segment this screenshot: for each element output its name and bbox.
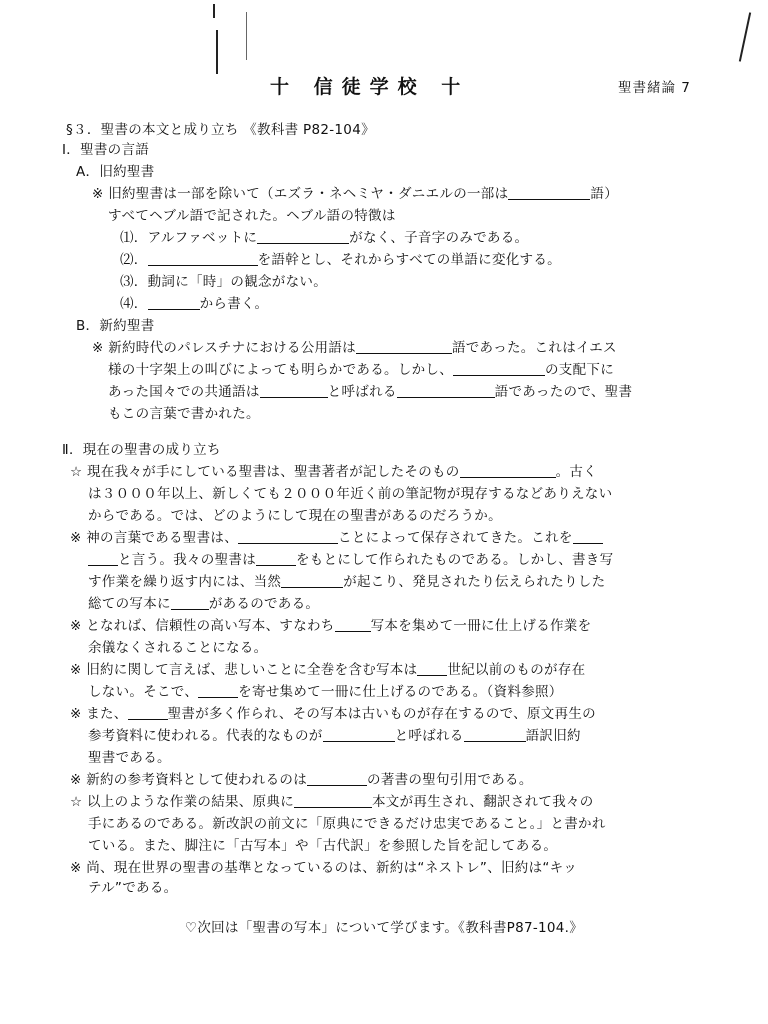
nt-text-line: ※ 新約時代のパレスチナにおける公用語は 語であった。これはイエス [92, 340, 617, 356]
paragraph-line: ※ 神の言葉である聖書は、 ことによって保存されてきた。これを [70, 528, 603, 548]
paragraph-line: ※ 尚、現在世界の聖書の基準となっているのは、新約は“ネストレ”、旧約は“キッ [70, 860, 578, 876]
answer-blank [335, 617, 371, 632]
answer-blank [256, 551, 296, 566]
ot-feature-item: ⑷． から書く。 [120, 296, 269, 312]
page-title: 十 信徒学校 十 [270, 76, 470, 98]
paragraph-line: ☆ 以上のような作業の結果、原典に 本文が再生され、翻訳されて我々の [70, 794, 594, 810]
scan-mark [216, 30, 218, 74]
answer-blank [260, 383, 328, 398]
next-lesson-note: ♡次回は「聖書の写本」について学びます。《教科書P87-104.》 [184, 920, 584, 936]
paragraph-line: は３０００年以上、新しくても２０００年近く前の筆記物が現存するなどありえない [88, 486, 613, 502]
answer-blank [573, 529, 603, 544]
ot-heading: A．旧約聖書 [76, 164, 155, 180]
nt-text-line: 様の十字架上の叫びによっても明らかである。しかし、 の支配下に [108, 362, 614, 378]
answer-blank [508, 185, 590, 200]
answer-blank [453, 361, 545, 376]
paragraph-line: 余儀なくされることになる。 [88, 640, 268, 656]
paragraph-line: テル”である。 [88, 880, 178, 896]
scan-mark [739, 12, 751, 61]
answer-blank [88, 551, 118, 566]
course-page-ref: 聖書緒論 7 [618, 80, 691, 96]
nt-heading: B．新約聖書 [76, 318, 155, 334]
paragraph-line: 聖書である。 [88, 750, 171, 766]
answer-blank [148, 251, 258, 266]
paragraph-line: しない。そこで、 を寄せ集めて一冊に仕上げるのである。（資料参照） [88, 684, 563, 700]
nt-text-line: もこの言葉で書かれた。 [108, 406, 260, 422]
answer-blank [281, 573, 343, 588]
paragraph-line: 総ての写本に があるのである。 [88, 596, 320, 612]
answer-blank [294, 793, 372, 808]
ot-text-line: ※ 旧約聖書は一部を除いて（エズラ・ネヘミヤ・ダニエルの一部は 語） [92, 186, 619, 202]
paragraph-line: と言う。我々の聖書は をもとにして作られたものである。しかし、書き写 [88, 550, 613, 570]
paragraph-line: ている。また、脚注に「古写本」や「古代訳」を参照した旨を記してある。 [88, 838, 558, 854]
answer-blank [323, 727, 395, 742]
answer-blank [397, 383, 495, 398]
answer-blank [238, 529, 338, 544]
paragraph-line: ※ 新約の参考資料として使われるのは の著書の聖句引用である。 [70, 772, 533, 788]
part2-heading: Ⅱ．現在の聖書の成り立ち [62, 442, 221, 458]
nt-text-line: あった国々での共通語は と呼ばれる 語であったので、聖書 [108, 384, 633, 400]
answer-blank [171, 595, 209, 610]
answer-blank [148, 295, 200, 310]
part1-heading: Ⅰ．聖書の言語 [62, 142, 150, 158]
paragraph-line: ☆ 現在我々が手にしている聖書は、聖書著者が記したそのもの 。古く [70, 464, 597, 480]
paragraph-line: 手にあるのである。新改訳の前文に「原典にできるだけ忠実であること。」と書かれ [88, 816, 606, 832]
paragraph-line: ※ 旧約に関して言えば、悲しいことに全巻を含む写本は 世紀以前のものが存在 [70, 662, 586, 678]
answer-blank [128, 705, 168, 720]
paragraph-line: す作業を繰り返す内には、当然 が起こり、発見されたり伝えられたりした [88, 574, 606, 590]
ot-feature-item: ⑴．アルファベットに がなく、子音字のみである。 [120, 230, 529, 246]
answer-blank [356, 339, 452, 354]
paragraph-line: 参考資料に使われる。代表的なものが と呼ばれる 語訳旧約 [88, 728, 581, 744]
answer-blank [464, 727, 526, 742]
ot-feature-item: ⑶．動詞に「時」の観念がない。 [120, 274, 327, 290]
answer-blank [198, 683, 238, 698]
paragraph-line: ※ また、 聖書が多く作られ、その写本は古いものが存在するので、原文再生の [70, 706, 596, 722]
answer-blank [307, 771, 367, 786]
answer-blank [417, 661, 447, 676]
answer-blank [257, 229, 349, 244]
section-heading: §３．聖書の本文と成り立ち 《教科書 P82-104》 [66, 122, 375, 138]
paragraph-line: からである。では、どのようにして現在の聖書があるのだろうか。 [88, 508, 502, 524]
ot-text-line: すべてヘブル語で記された。ヘブル語の特徴は [108, 208, 396, 224]
ot-feature-item: ⑵． を語幹とし、それからすべての単語に変化する。 [120, 252, 561, 268]
scan-mark [246, 12, 247, 60]
scan-mark [213, 4, 215, 18]
answer-blank [460, 463, 556, 478]
paragraph-line: ※ となれば、信頼性の高い写本、すなわち 写本を集めて一冊に仕上げる作業を [70, 618, 592, 634]
